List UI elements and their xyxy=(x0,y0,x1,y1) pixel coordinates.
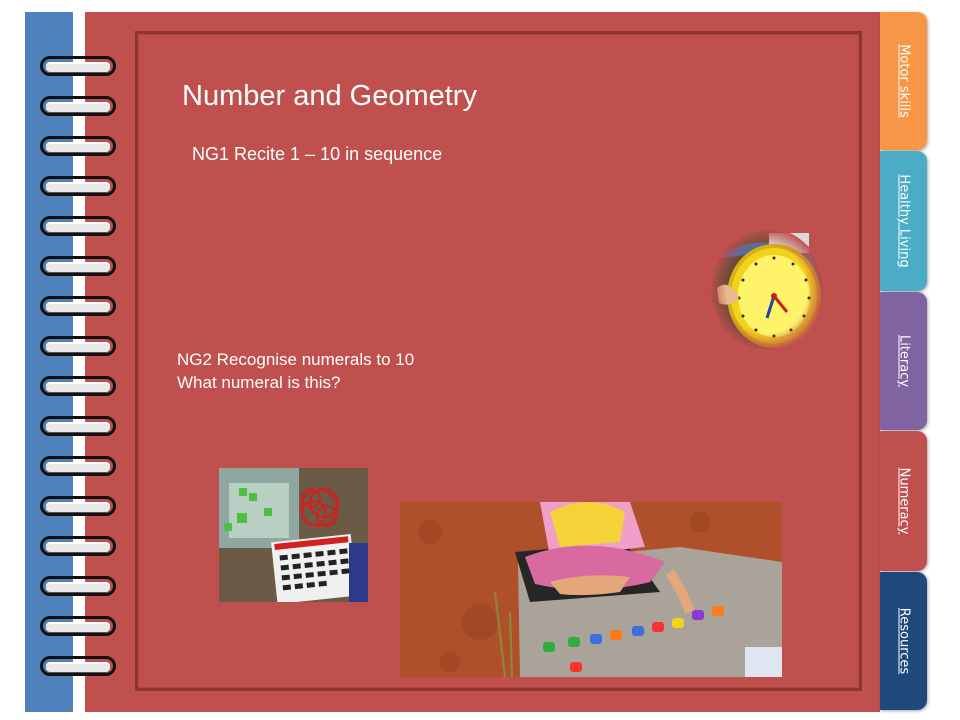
tab-label: Healthy Living xyxy=(896,174,911,268)
spiral-ring xyxy=(38,654,120,680)
spiral-ring xyxy=(38,494,120,520)
tab-label: Resources xyxy=(896,607,911,675)
tab-label: Numeracy xyxy=(896,467,911,535)
tab-motor-skills[interactable] xyxy=(880,12,927,150)
ng1-objective: NG1 Recite 1 – 10 in sequence xyxy=(192,144,443,164)
ng2-objective-line: NG2 Recognise numerals to 10 xyxy=(177,350,415,369)
spiral-ring xyxy=(38,134,120,160)
tab-healthy-living[interactable] xyxy=(880,151,927,291)
spiral-ring xyxy=(38,54,120,80)
spiral-ring xyxy=(38,374,120,400)
page-title: Number and Geometry xyxy=(182,80,477,112)
spiral-ring xyxy=(38,214,120,240)
spiral-ring xyxy=(38,614,120,640)
spiral-ring xyxy=(38,94,120,120)
child-numbers-photo xyxy=(400,502,782,677)
spiral-ring xyxy=(38,574,120,600)
spiral-ring xyxy=(38,174,120,200)
tab-numeracy[interactable] xyxy=(880,431,927,571)
spiral-ring xyxy=(38,534,120,560)
spiral-ring xyxy=(38,294,120,320)
tab-label: Motor skills xyxy=(896,44,911,118)
calendar-photo xyxy=(219,468,368,602)
clock-photo xyxy=(709,228,825,352)
tab-label: Literacy xyxy=(896,334,911,388)
ng2-objective xyxy=(177,348,414,394)
spiral-ring xyxy=(38,414,120,440)
ng2-question-line: What numeral is this? xyxy=(177,373,341,392)
spiral-ring xyxy=(38,254,120,280)
spiral-ring xyxy=(38,334,120,360)
tab-resources[interactable] xyxy=(880,572,927,710)
tab-literacy[interactable] xyxy=(880,292,927,430)
spiral-ring xyxy=(38,454,120,480)
spiral-binding xyxy=(38,54,124,684)
